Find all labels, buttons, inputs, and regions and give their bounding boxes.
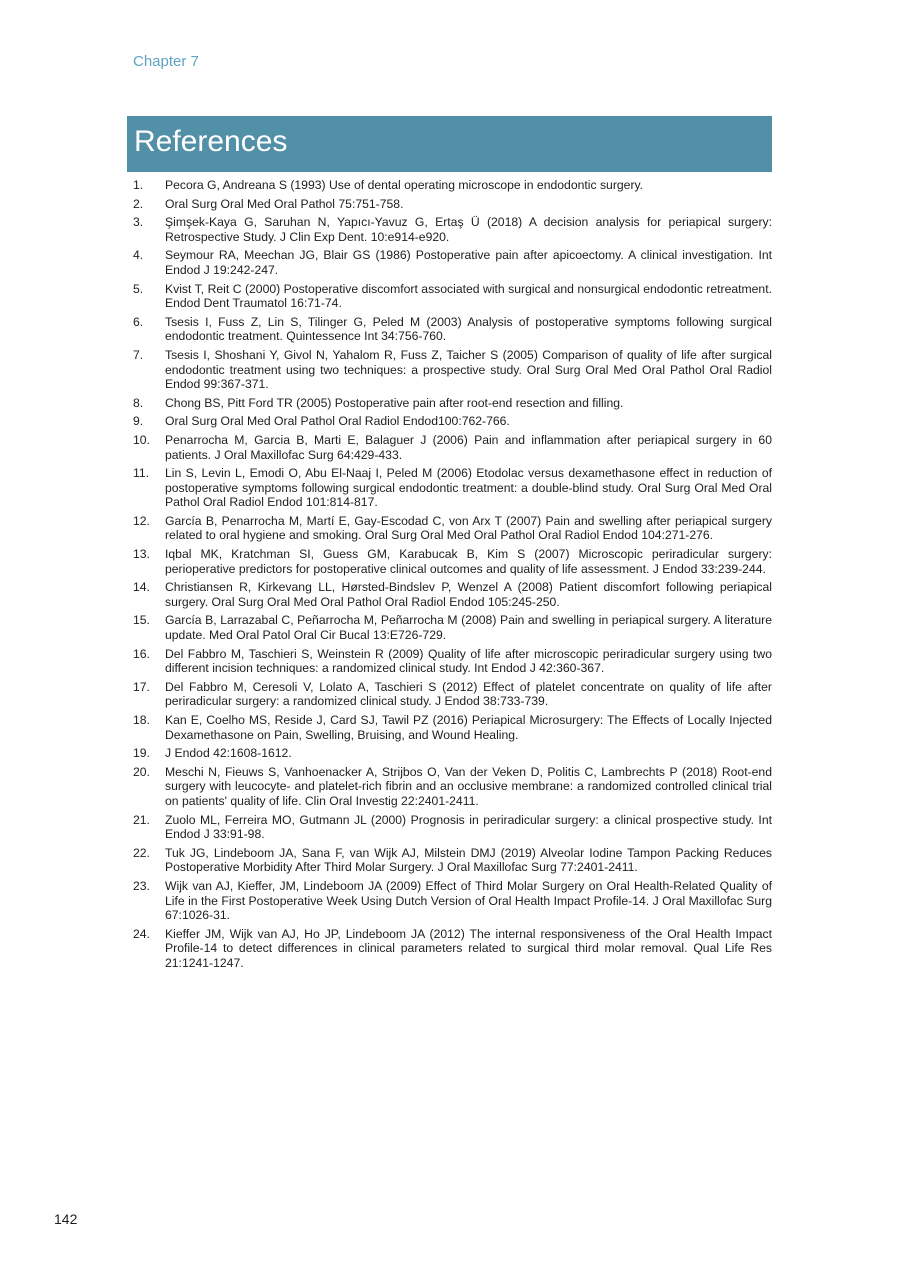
reference-text: Tsesis I, Shoshani Y, Givol N, Yahalom R, Fuss Z, Taicher S (2005) Comparison of quality of life after surgical endodontic treatment using two techniques: a prospective study. Oral Surg Oral Med Oral Pathol Oral Radiol Endod 99:367-371.	[165, 347, 772, 392]
reference-text: Kvist T, Reit C (2000) Postoperative discomfort associated with surgical and nonsurgical endodontic retreatment. Endod Dent Traumatol 16:71-74.	[165, 281, 772, 311]
reference-item	[133, 178, 772, 193]
section-banner	[127, 116, 772, 172]
reference-number: 14.	[133, 580, 150, 595]
reference-number: 9.	[133, 414, 144, 429]
reference-number: 6.	[133, 314, 144, 329]
reference-item	[133, 713, 772, 742]
reference-number: 8.	[133, 395, 144, 410]
reference-item	[133, 813, 772, 842]
reference-text: Kieffer JM, Wijk van AJ, Ho JP, Lindeboom JA (2012) The internal responsiveness of the Oral Health Impact Profile-14 to detect differences in clinical parameters related to surgical third molar removal. Qual Life Res 21:1241-1247.	[165, 926, 772, 970]
reference-text: Oral Surg Oral Med Oral Pathol Oral Radiol Endod100:762-766.	[165, 414, 510, 429]
reference-item	[133, 879, 772, 923]
reference-number: 23.	[133, 878, 150, 893]
reference-text: García B, Larrazabal C, Peñarrocha M, Peñarrocha M (2008) Pain and swelling in periapical surgery. A literature update. Med Oral Patol Oral Cir Bucal 13:E726-729.	[165, 613, 772, 643]
reference-item	[133, 547, 772, 576]
reference-number: 20.	[133, 764, 150, 779]
reference-number: 17.	[133, 679, 150, 694]
reference-text: Chong BS, Pitt Ford TR (2005) Postoperative pain after root-end resection and filling.	[165, 395, 624, 410]
reference-item	[133, 765, 772, 809]
reference-item	[133, 613, 772, 642]
reference-number: 16.	[133, 646, 150, 661]
reference-item	[133, 433, 772, 462]
reference-item	[133, 282, 772, 311]
reference-text: Tuk JG, Lindeboom JA, Sana F, van Wijk AJ, Milstein DMJ (2019) Alveolar Iodine Tampon Packing Reduces Postoperative Morbidity After Third Molar Surgery. J Oral Maxillofac Surg 77:2401-2411.	[165, 845, 772, 875]
reference-item	[133, 197, 772, 212]
reference-item	[133, 846, 772, 875]
reference-item	[133, 466, 772, 510]
reference-item	[133, 580, 772, 609]
reference-item	[133, 927, 772, 971]
reference-number: 10.	[133, 432, 150, 447]
reference-text: Şimşek-Kaya G, Saruhan N, Yapıcı-Yavuz G, Ertaş Ü (2018) A decision analysis for periapical surgery: Retrospective Study. J Clin Exp Dent. 10:e914-e920.	[165, 215, 772, 244]
chapter-label: Chapter 7	[133, 53, 199, 70]
reference-item	[133, 746, 772, 761]
reference-item	[133, 315, 772, 344]
reference-text: J Endod 42:1608-1612.	[165, 746, 292, 761]
reference-number: 24.	[133, 926, 150, 941]
reference-number: 12.	[133, 513, 150, 528]
reference-text: Oral Surg Oral Med Oral Pathol 75:751-758.	[165, 196, 404, 211]
reference-number: 3.	[133, 215, 144, 230]
reference-text: Wijk van AJ, Kieffer, JM, Lindeboom JA (2009) Effect of Third Molar Surgery on Oral Health-Related Quality of Life in the First Postoperative Week Using Dutch Version of Oral Health Impact Profile-14. J Oral Maxillofac Surg 67:1026-31.	[165, 878, 772, 923]
reference-text: Pecora G, Andreana S (1993) Use of dental operating microscope in endodontic surgery.	[165, 178, 644, 192]
reference-item	[133, 348, 772, 392]
reference-item	[133, 215, 772, 244]
reference-number: 15.	[133, 613, 150, 628]
reference-number: 22.	[133, 845, 150, 860]
reference-number: 21.	[133, 812, 150, 827]
reference-list	[133, 178, 772, 975]
reference-text: García B, Penarrocha M, Martí E, Gay-Escodad C, von Arx T (2007) Pain and swelling after periapical surgery related to oral hygiene and smoking. Oral Surg Oral Med Oral Pathol Oral Radiol Endod 104:271-276.	[165, 513, 772, 543]
reference-number: 18.	[133, 713, 150, 727]
reference-number: 4.	[133, 248, 144, 263]
reference-number: 13.	[133, 547, 150, 562]
section-title: References	[134, 125, 288, 158]
reference-text: Kan E, Coelho MS, Reside J, Card SJ, Tawil PZ (2016) Periapical Microsurgery: The Effects of Locally Injected Dexamethasone on Pain, Swelling, Bruising, and Wound Healing.	[165, 713, 772, 742]
page-number: 142	[54, 1211, 78, 1227]
reference-item	[133, 514, 772, 543]
reference-text: Del Fabbro M, Taschieri S, Weinstein R (2009) Quality of life after microscopic periradicular surgery using two different incision techniques: a randomized clinical study. Int Endod J 42:360-367.	[165, 646, 772, 676]
reference-number: 2.	[133, 196, 144, 211]
reference-text: Iqbal MK, Kratchman SI, Guess GM, Karabucak B, Kim S (2007) Microscopic periradicular surgery: perioperative predictors for postoperative clinical outcomes and quality of life assessment. J Endod 33:239-244.	[165, 547, 772, 576]
reference-text: Lin S, Levin L, Emodi O, Abu El-Naaj I, Peled M (2006) Etodolac versus dexamethasone effect in reduction of postoperative symptoms following surgical endodontic treatment: a double-blind study. Oral Surg Oral Med Oral Pathol Oral Radiol Endod 101:814-817.	[165, 466, 772, 510]
reference-number: 7.	[133, 347, 144, 362]
reference-text: Meschi N, Fieuws S, Vanhoenacker A, Strijbos O, Van der Veken D, Politis C, Lambrechts P (2018) Root-end surgery with leucocyte- and platelet-rich fibrin and an occlusive membrane: a randomized controlled clinical trial on patients' quality of life. Clin Oral Investig 22:2401-2411.	[165, 764, 772, 808]
reference-number: 1.	[133, 178, 144, 192]
reference-item	[133, 248, 772, 277]
reference-text: Christiansen R, Kirkevang LL, Hørsted-Bindslev P, Wenzel A (2008) Patient discomfort following periapical surgery. Oral Surg Oral Med Oral Pathol Oral Radiol Endod 105:245-250.	[165, 580, 772, 609]
reference-number: 11.	[133, 466, 150, 481]
reference-number: 5.	[133, 281, 144, 296]
reference-item	[133, 680, 772, 709]
reference-text: Penarrocha M, Garcia B, Marti E, Balaguer J (2006) Pain and inflammation after periapical surgery in 60 patients. J Oral Maxillofac Surg 64:429-433.	[165, 432, 772, 462]
reference-item	[133, 396, 772, 411]
reference-text: Seymour RA, Meechan JG, Blair GS (1986) Postoperative pain after apicoectomy. A clinical investigation. Int Endod J 19:242-247.	[165, 248, 772, 277]
reference-text: Tsesis I, Fuss Z, Lin S, Tilinger G, Peled M (2003) Analysis of postoperative symptoms following surgical endodontic treatment. Quintessence Int 34:756-760.	[165, 314, 772, 344]
reference-number: 19.	[133, 746, 150, 761]
reference-item	[133, 647, 772, 676]
reference-item	[133, 414, 772, 429]
reference-text: Del Fabbro M, Ceresoli V, Lolato A, Taschieri S (2012) Effect of platelet concentrate on quality of life after periradicular surgery: a randomized clinical study. J Endod 38:733-739.	[165, 679, 772, 709]
reference-text: Zuolo ML, Ferreira MO, Gutmann JL (2000) Prognosis in periradicular surgery: a clinical prospective study. Int Endod J 33:91-98.	[165, 812, 772, 842]
